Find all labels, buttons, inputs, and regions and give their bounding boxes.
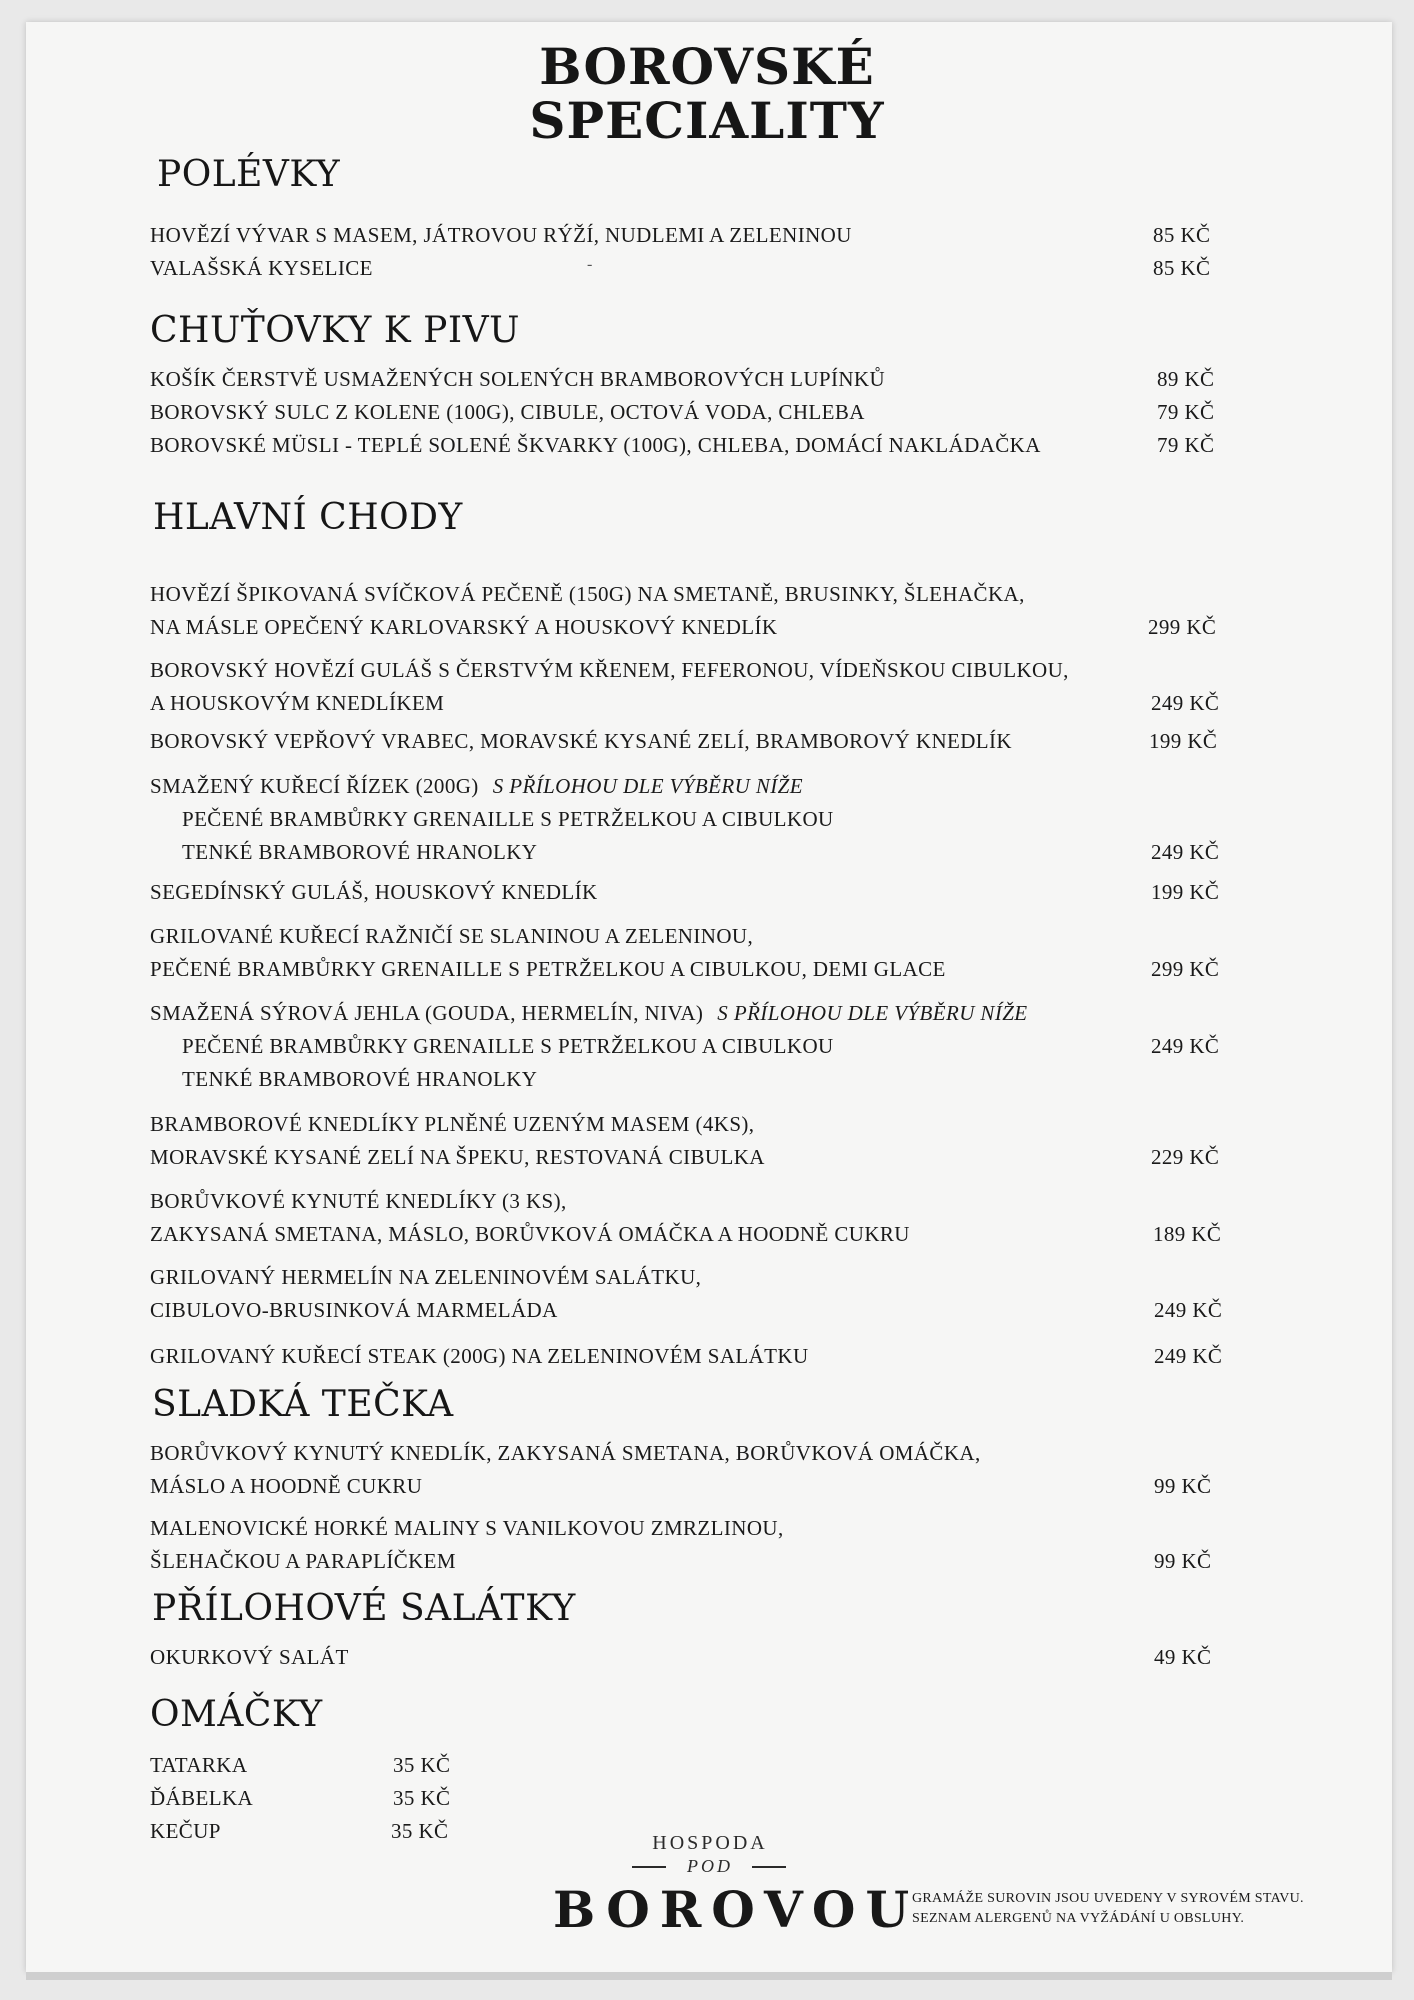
section-title-prilohove-salatky: PŘÍLOHOVÉ SALÁTKY: [152, 1588, 576, 1629]
menu-item-price: 249 KČ: [1154, 1344, 1223, 1368]
menu-item-line: ZAKYSANÁ SMETANA, MÁSLO, BORŮVKOVÁ OMÁČKA A HOODNĚ CUKRU: [150, 1222, 910, 1246]
menu-item-price: 85 KČ: [1153, 256, 1211, 280]
section-title-omacky: OMÁČKY: [150, 1694, 323, 1735]
menu-item-line: MÁSLO A HOODNĚ CUKRU: [150, 1474, 423, 1498]
side-dish-option: PEČENÉ BRAMBŮRKY GRENAILLE S PETRŽELKOU A CIBULKOU: [182, 1034, 834, 1058]
menu-item-name: SMAŽENÝ KUŘECÍ ŘÍZEK (200G): [150, 774, 479, 798]
menu-item-line: A HOUSKOVÝM KNEDLÍKEM: [150, 691, 445, 715]
menu-item-price: 99 KČ: [1154, 1549, 1212, 1573]
stray-dash-mark: -: [587, 256, 593, 273]
menu-item-price: 199 KČ: [1151, 880, 1220, 904]
footer-note-line2: SEZNAM ALERGENŮ NA VYŽÁDÁNÍ U OBSLUHY.: [912, 1911, 1245, 1926]
menu-item-name: KOŠÍK ČERSTVĚ USMAŽENÝCH SOLENÝCH BRAMBOROVÝCH LUPÍNKŮ: [150, 367, 886, 391]
menu-item-name: BOROVSKÉ MÜSLI - TEPLÉ SOLENÉ ŠKVARKY (100G), CHLEBA, DOMÁCÍ NAKLÁDAČKA: [150, 433, 1041, 457]
menu-item-line: NA MÁSLE OPEČENÝ KARLOVARSKÝ A HOUSKOVÝ KNEDLÍK: [150, 615, 778, 639]
menu-item-line: [150, 1000, 1028, 1026]
menu-item-price: 79 KČ: [1157, 400, 1215, 424]
side-dish-option: TENKÉ BRAMBOROVÉ HRANOLKY: [182, 840, 538, 864]
page-title-line2: SPECIALITY: [529, 91, 885, 150]
menu-item-line: BORŮVKOVÝ KYNUTÝ KNEDLÍK, ZAKYSANÁ SMETANA, BORŮVKOVÁ OMÁČKA,: [150, 1441, 981, 1465]
menu-item-price: 249 KČ: [1151, 840, 1220, 864]
menu-item-line: GRILOVANÉ KUŘECÍ RAŽNIČÍ SE SLANINOU A ZELENINOU,: [150, 924, 754, 948]
menu-item-price: 89 KČ: [1157, 367, 1215, 391]
menu-item-line: SEGEDÍNSKÝ GULÁŠ, HOUSKOVÝ KNEDLÍK: [150, 880, 598, 904]
logo-pod: POD: [687, 1856, 733, 1876]
page-bottom-edge: [26, 1972, 1392, 1980]
menu-item-price: 199 KČ: [1149, 729, 1218, 753]
menu-item-price: 249 KČ: [1154, 1298, 1223, 1322]
page-title-line1: BOROVSKÉ: [539, 37, 875, 96]
side-dish-option: TENKÉ BRAMBOROVÉ HRANOLKY: [182, 1067, 538, 1091]
logo-swirl-right: [752, 1866, 786, 1868]
footer-note-line1: GRAMÁŽE SUROVIN JSOU UVEDENY V SYROVÉM STAVU.: [912, 1891, 1304, 1906]
section-title-chutovky: CHUŤOVKY K PIVU: [150, 310, 520, 351]
menu-item-price: 299 KČ: [1151, 957, 1220, 981]
menu-item-price: 85 KČ: [1153, 223, 1211, 247]
side-dish-note: S PŘÍLOHOU DLE VÝBĚRU NÍŽE: [492, 774, 803, 798]
menu-item-line: BOROVSKÝ HOVĚZÍ GULÁŠ S ČERSTVÝM KŘENEM, FEFERONOU, VÍDEŇSKOU CIBULKOU,: [150, 658, 1069, 682]
menu-item-price: 35 KČ: [391, 1819, 449, 1843]
menu-item-line: BORŮVKOVÉ KYNUTÉ KNEDLÍKY (3 KS),: [150, 1189, 567, 1213]
menu-item-name: VALAŠSKÁ KYSELICE: [150, 256, 373, 280]
menu-item-price: 299 KČ: [1148, 615, 1217, 639]
section-title-hlavni-chody: HLAVNÍ CHODY: [153, 497, 463, 538]
menu-item-line: HOVĚZÍ ŠPIKOVANÁ SVÍČKOVÁ PEČENĚ (150G) NA SMETANĚ, BRUSINKY, ŠLEHAČKA,: [150, 582, 1025, 606]
menu-item-line: ŠLEHAČKOU A PARAPLÍČKEM: [150, 1549, 456, 1573]
menu-item-name: TATARKA: [150, 1753, 248, 1777]
menu-item-price: 35 KČ: [393, 1786, 451, 1810]
menu-item-price: 229 KČ: [1151, 1145, 1220, 1169]
menu-item-line: MORAVSKÉ KYSANÉ ZELÍ NA ŠPEKU, RESTOVANÁ CIBULKA: [150, 1145, 765, 1169]
menu-item-price: 249 KČ: [1151, 1034, 1220, 1058]
menu-item-line: MALENOVICKÉ HORKÉ MALINY S VANILKOVOU ZMRZLINOU,: [150, 1516, 784, 1540]
logo-hospoda: HOSPODA: [652, 1832, 768, 1854]
menu-item-price: 79 KČ: [1157, 433, 1215, 457]
menu-item-line: BOROVSKÝ VEPŘOVÝ VRABEC, MORAVSKÉ KYSANÉ ZELÍ, BRAMBOROVÝ KNEDLÍK: [150, 729, 1012, 753]
menu-item-price: 99 KČ: [1154, 1474, 1212, 1498]
menu-item-name: SMAŽENÁ SÝROVÁ JEHLA (GOUDA, HERMELÍN, NIVA): [150, 1001, 704, 1025]
side-dish-option: PEČENÉ BRAMBŮRKY GRENAILLE S PETRŽELKOU A CIBULKOU: [182, 807, 834, 831]
menu-item-name: HOVĚZÍ VÝVAR S MASEM, JÁTROVOU RÝŽÍ, NUDLEMI A ZELENINOU: [150, 223, 852, 247]
menu-item-line: GRILOVANÝ KUŘECÍ STEAK (200G) NA ZELENINOVÉM SALÁTKU: [150, 1344, 809, 1368]
side-dish-note: S PŘÍLOHOU DLE VÝBĚRU NÍŽE: [717, 1001, 1028, 1025]
menu-item-name: OKURKOVÝ SALÁT: [150, 1645, 349, 1669]
menu-item-name: KEČUP: [150, 1819, 221, 1843]
menu-item-line: PEČENÉ BRAMBŮRKY GRENAILLE S PETRŽELKOU A CIBULKOU, DEMI GLACE: [150, 957, 946, 981]
menu-item-line: CIBULOVO-BRUSINKOVÁ MARMELÁDA: [150, 1298, 558, 1322]
menu-item-price: 35 KČ: [393, 1753, 451, 1777]
logo-borovou: BOROVOU: [553, 1880, 920, 1939]
section-title-polevky: POLÉVKY: [157, 154, 341, 195]
menu-item-price: 189 KČ: [1153, 1222, 1222, 1246]
menu-item-name: ĎÁBELKA: [150, 1786, 254, 1810]
menu-item-name: BOROVSKÝ SULC Z KOLENE (100G), CIBULE, OCTOVÁ VODA, CHLEBA: [150, 400, 865, 424]
menu-item-line: [150, 773, 803, 799]
menu-item-line: GRILOVANÝ HERMELÍN NA ZELENINOVÉM SALÁTKU,: [150, 1265, 702, 1289]
menu-item-line: BRAMBOROVÉ KNEDLÍKY PLNĚNÉ UZENÝM MASEM (4KS),: [150, 1112, 755, 1136]
menu-item-price: 249 KČ: [1151, 691, 1220, 715]
section-title-sladka-tecka: SLADKÁ TEČKA: [152, 1384, 454, 1425]
menu-item-price: 49 KČ: [1154, 1645, 1212, 1669]
